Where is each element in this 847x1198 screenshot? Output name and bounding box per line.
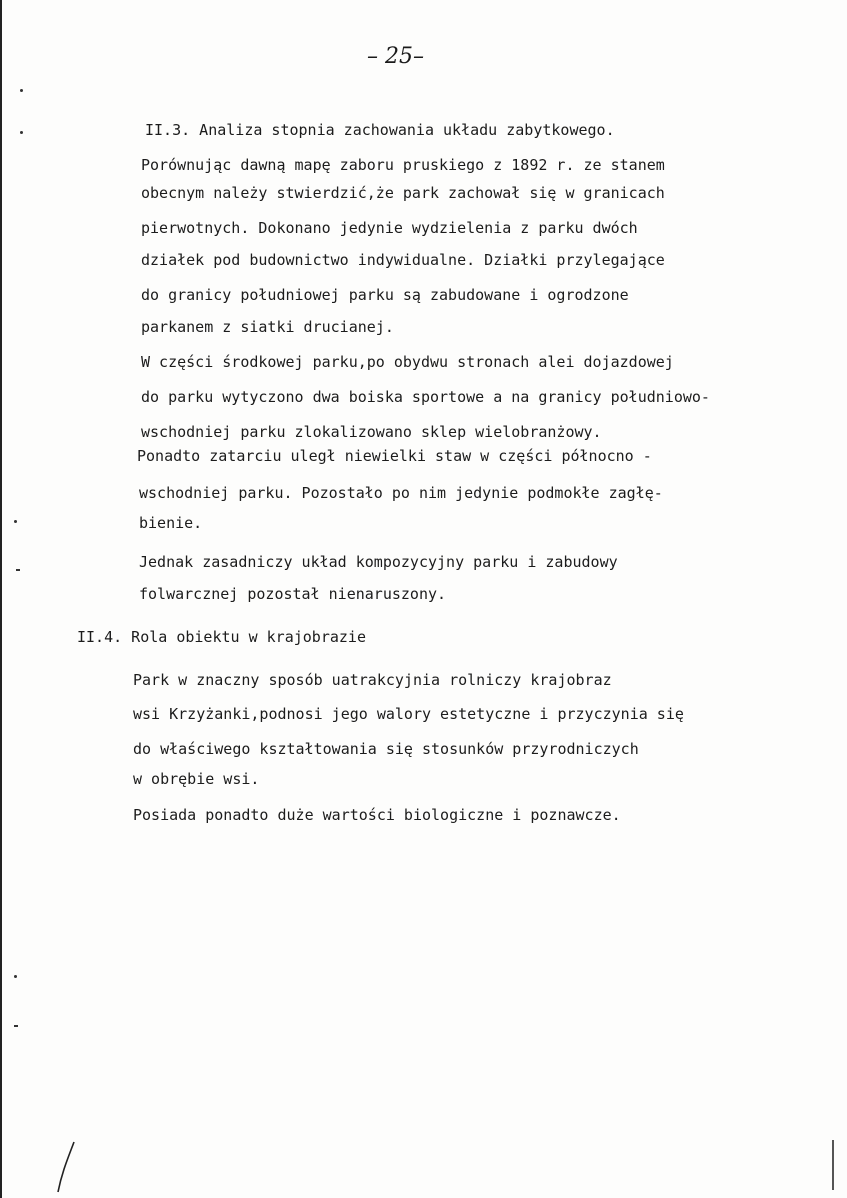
text-line: działek pod budownictwo indywidualne. Działki przylegające <box>141 251 665 269</box>
margin-dash <box>16 569 20 571</box>
text-line: wschodniej parku. Pozostało po nim jedynie podmokłe zagłę- <box>139 484 663 502</box>
text-line: wschodniej parku zlokalizowano sklep wielobranżowy. <box>141 423 602 441</box>
text-line: Jednak zasadniczy układ kompozycyjny parku i zabudowy <box>139 553 618 571</box>
text-line: pierwotnych. Dokonano jedynie wydzielenia z parku dwóch <box>141 219 638 237</box>
text-line: wsi Krzyżanki,podnosi jego walory estetyczne i przyczynia się <box>133 705 684 723</box>
text-line: W części środkowej parku,po obydwu stronach alei dojazdowej <box>141 353 674 371</box>
text-line: folwarcznej pozostał nienaruszony. <box>139 585 447 603</box>
text-line: obecnym należy stwierdzić,że park zachował się w granicach <box>141 184 665 202</box>
text-line: Ponadto zatarciu uległ niewielki staw w części północno - <box>137 447 652 465</box>
text-line: bienie. <box>139 514 203 532</box>
margin-dot <box>14 520 17 523</box>
text-line: w obrębie wsi. <box>133 770 260 788</box>
text-line: Posiada ponadto duże wartości biologiczne i poznawcze. <box>133 806 621 824</box>
text-line: do parku wytyczono dwa boiska sportowe a na granicy południowo- <box>141 388 710 406</box>
section-heading: II.4. Rola obiektu w krajobrazie <box>77 628 366 646</box>
margin-dot <box>20 89 23 92</box>
page-number: – 25– <box>367 44 424 69</box>
margin-dot <box>20 131 23 134</box>
text-line: do granicy południowej parku są zabudowane i ogrodzone <box>141 286 629 304</box>
pen-stroke-mark <box>52 1140 82 1195</box>
text-line: parkanem z siatki drucianej. <box>141 318 394 336</box>
text-line: Park w znaczny sposób uatrakcyjnia rolniczy krajobraz <box>133 671 612 689</box>
margin-dash <box>14 1025 18 1027</box>
page-edge-mark <box>832 1140 834 1190</box>
text-line: do właściwego kształtowania się stosunków przyrodniczych <box>133 740 639 758</box>
text-line: Porównując dawną mapę zaboru pruskiego z 1892 r. ze stanem <box>141 156 665 174</box>
margin-dot <box>14 975 17 978</box>
section-heading: II.3. Analiza stopnia zachowania układu zabytkowego. <box>145 121 615 139</box>
